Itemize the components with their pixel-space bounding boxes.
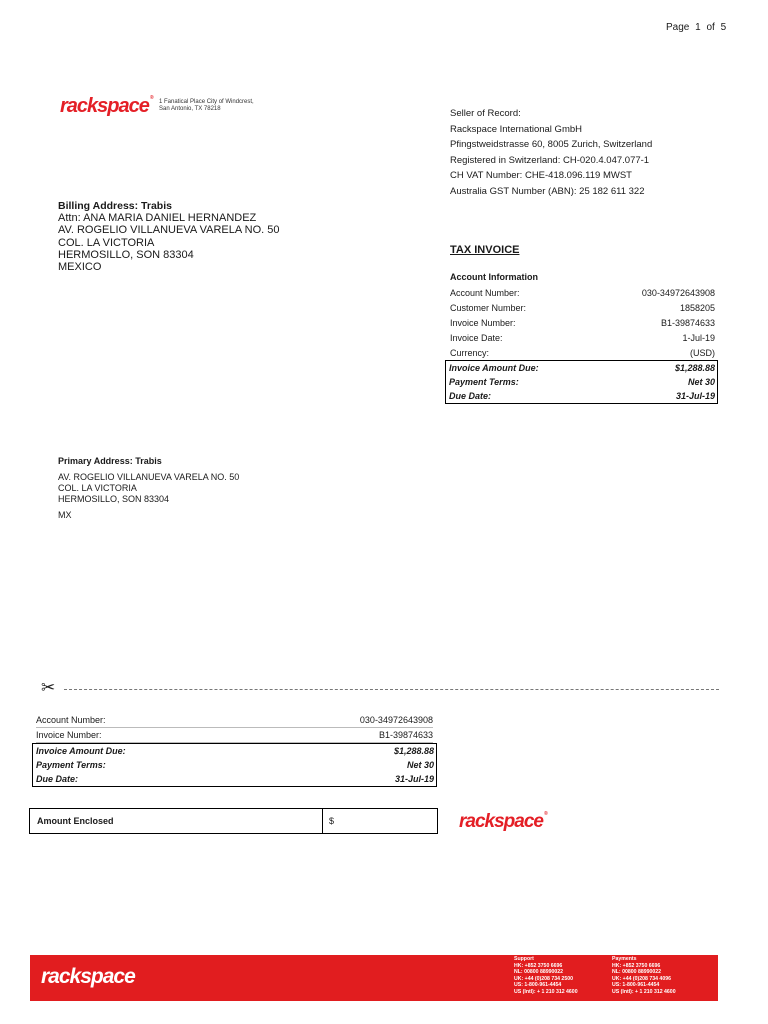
billing-address-header: Billing Address: Trabis [58, 200, 172, 212]
seller-of-record: Seller of Record: Rackspace International GmbH Pfingstweidstrasse 60, 8005 Zurich, Switzerland Registered in Switzerland: CH-020.4.047.077-1 CH VAT Number: CHE-418.096.119 MWST Australia GST Number (ABN): 25 182 611 322 [450, 108, 653, 197]
amount-enclosed-label: Amount Enclosed [30, 809, 323, 833]
support-contacts: Support HK: +852 3750 6696 NL: 00800 88990022 UK: +44 (0)208 734 2500 US: 1-800-961-4454 US (Intl): + 1 210 312 4600 [514, 956, 578, 995]
account-information-header: Account Information [450, 272, 538, 282]
amount-enclosed-box [29, 808, 438, 834]
remittance-slip [36, 713, 433, 787]
rackspace-logo: rackspace® [459, 811, 548, 832]
amount-due-row: Invoice Amount Due: $1,288.88 [449, 363, 715, 373]
info-row: Account Number: 030-34972643908 [450, 288, 715, 298]
amount-due-box [445, 360, 718, 404]
primary-address-header: Primary Address: Trabis [58, 456, 162, 466]
amount-enclosed-field[interactable]: $ [329, 816, 335, 826]
payments-contacts: Payments HK: +852 3750 6696 NL: 00800 88990022 UK: +44 (0)208 734 4096 US: 1-800-961-4454 US (Intl): + 1 210 312 4600 [612, 956, 676, 995]
remit-row: Account Number: 030-34972643908 [36, 713, 433, 728]
due-date-row: Due Date: 31-Jul-19 [36, 774, 434, 784]
info-row: Invoice Date: 1-Jul-19 [450, 333, 715, 343]
company-address: 1 Fanatical Place City of Windcrest, San Antonio, TX 78218 [159, 99, 254, 112]
billing-address: Billing Address: Trabis Attn: ANA MARIA DANIEL HERNANDEZ AV. ROGELIO VILLANUEVA VARELA NO. 50 COL. LA VICTORIA HERMOSILLO, SON 83304 MEXICO [58, 200, 280, 274]
info-row: Invoice Number: B1-39874633 [450, 318, 715, 328]
scissors-icon: ✂ [41, 678, 56, 697]
page-number: Page 1 of 5 [666, 22, 727, 33]
cut-line-divider [64, 689, 719, 690]
payment-terms-row: Payment Terms: Net 30 [36, 760, 434, 770]
info-row: Currency: (USD) [450, 348, 715, 358]
due-date-row: Due Date: 31-Jul-19 [449, 391, 715, 401]
info-row: Customer Number: 1858205 [450, 303, 715, 313]
payment-terms-row: Payment Terms: Net 30 [449, 377, 715, 387]
primary-address: Primary Address: Trabis AV. ROGELIO VILLANUEVA VARELA NO. 50 COL. LA VICTORIA HERMOSILLO, SON 83304 MX [58, 456, 240, 520]
rackspace-logo: rackspace® [60, 95, 154, 117]
amount-due-row: Invoice Amount Due: $1,288.88 [36, 746, 434, 756]
remit-row: Invoice Number: B1-39874633 [36, 728, 433, 743]
tax-invoice-title: TAX INVOICE [450, 244, 520, 256]
rackspace-logo: rackspace [41, 965, 135, 988]
account-information [449, 272, 715, 401]
remit-amount-due-box [32, 743, 437, 787]
footer-bar [30, 955, 718, 1001]
